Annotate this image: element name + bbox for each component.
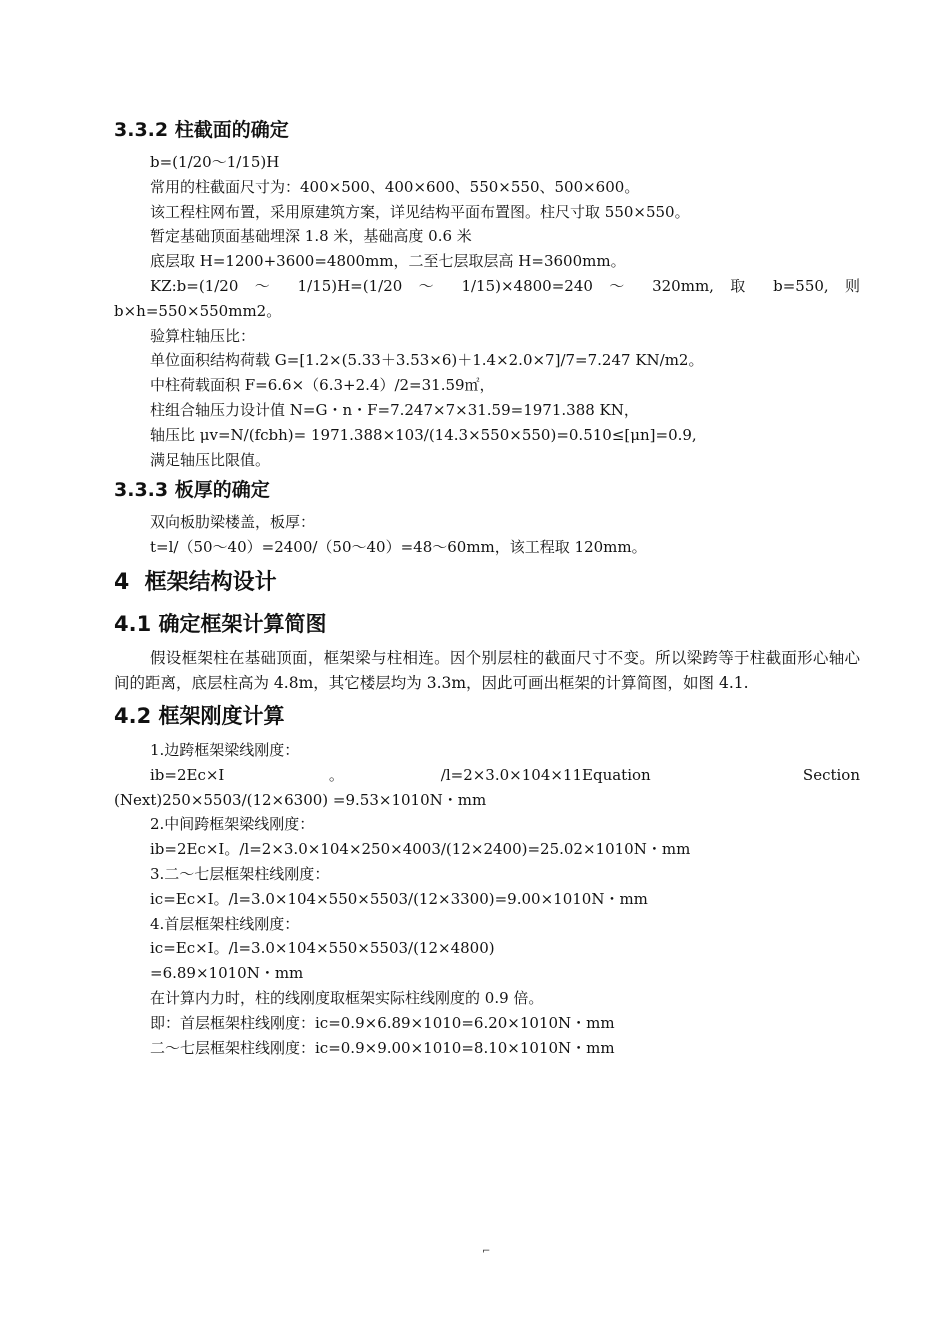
- text-line: 单位面积结构荷载 G=[1.2×(5.33＋3.53×6)＋1.4×2.0×7]/7=7.247 KN/m2。: [150, 351, 704, 370]
- text-line-ib-edge: ib=2Ec×I 。 /l=2×3.0×104×11Equation Section: [150, 765, 860, 784]
- text-line: 即：首层框架柱线刚度：ic=0.9×6.89×1010=6.20×1010N・mm: [150, 1013, 615, 1032]
- text-line: =6.89×1010N・mm: [150, 964, 304, 983]
- text-line: 中柱荷载面积 F=6.6×（6.3+2.4）/2=31.59㎡，: [150, 376, 495, 395]
- heading-4-1: 4.1 确定框架计算简图: [114, 611, 327, 636]
- text-line-kz: KZ:b=(1/20 ～ 1/15)H=(1/20 ～ 1/15)×4800=240 ～ 320mm, 取 b=550, 则: [150, 276, 860, 295]
- text-line: 二～七层框架柱线刚度：ic=0.9×9.00×1010=8.10×1010N・mm: [150, 1038, 615, 1057]
- text-line: 4.首层框架柱线刚度：: [150, 914, 300, 933]
- heading-4-2: 4.2 框架刚度计算: [114, 703, 285, 728]
- text-line: 暂定基础顶面基础埋深 1.8 米，基础高度 0.6 米: [150, 227, 472, 246]
- text-line: ic=Ec×I。/l=3.0×104×550×5503/(12×4800): [150, 939, 495, 958]
- text-line: 满足轴压比限值。: [150, 450, 271, 469]
- text-line: 在计算内力时，柱的线刚度取框架实际柱线刚度的 0.9 倍。: [150, 988, 544, 1007]
- text-line: 柱组合轴压力设计值 N=G・n・F=7.247×7×31.59=1971.388 KN，: [150, 400, 639, 419]
- heading-3-3-3: 3.3.3 板厚的确定: [114, 479, 270, 502]
- text-line: ic=Ec×I。/l=3.0×104×550×5503/(12×3300)=9.00×1010N・mm: [150, 889, 648, 908]
- text-line: 常用的柱截面尺寸为：400×500、400×600、550×550、500×600。: [150, 177, 640, 196]
- heading-3-3-2: 3.3.2 柱截面的确定: [114, 119, 289, 141]
- text-line: 3.二～七层框架柱线刚度：: [150, 864, 330, 883]
- text-line: 1.边跨框架梁线刚度：: [150, 740, 300, 759]
- page-footer-mark: ⌐: [482, 1246, 491, 1257]
- text-line: 验算柱轴压比：: [150, 326, 256, 345]
- paragraph-4-1: 假设框架柱在基础顶面，框架梁与柱相连。因个别层柱的截面尺寸不变。所以梁跨等于柱截面形心轴心间的距离，底层柱高为 4.8m，其它楼层均为 3.3m，因此可画出框架的计算简图，如图 4.1.: [114, 648, 860, 692]
- text-line: 轴压比 μv=N/(fcbh)= 1971.388×103/(14.3×550×550)=0.510≤[μn]=0.9,: [150, 425, 697, 444]
- text-line-kz-cont: b×h=550×550mm2。: [114, 301, 282, 320]
- document-body: [114, 116, 860, 1060]
- text-line: 双向板肋梁楼盖，板厚：: [150, 513, 316, 532]
- text-line: ib=2Ec×I。/l=2×3.0×104×250×4003/(12×2400)=25.02×1010N・mm: [150, 840, 691, 859]
- text-line-ib-edge-cont: (Next)250×5503/(12×6300) =9.53×1010N・mm: [114, 790, 487, 809]
- heading-chapter-4: 4 框架结构设计: [114, 569, 277, 595]
- text-line: 底层取 H=1200+3600=4800mm，二至七层取层高 H=3600mm。: [150, 252, 626, 271]
- text-line: b=(1/20～1/15)H: [150, 153, 280, 171]
- text-line: 该工程柱网布置，采用原建筑方案，详见结构平面布置图。柱尺寸取 550×550。: [150, 202, 690, 221]
- text-line: t=l/（50～40）=2400/（50～40）=48～60mm，该工程取 120mm。: [150, 538, 647, 557]
- text-line: 2.中间跨框架梁线刚度：: [150, 815, 315, 834]
